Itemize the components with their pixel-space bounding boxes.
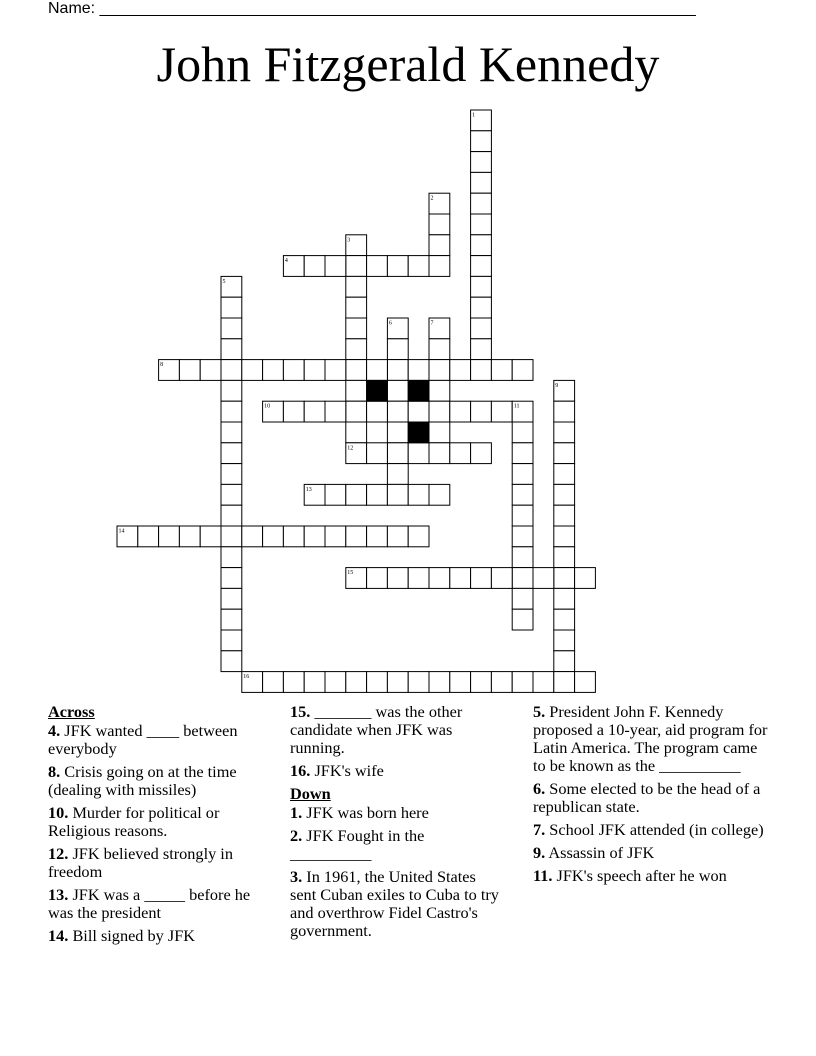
clue-number: 7.	[533, 820, 546, 839]
crossword-cell[interactable]	[263, 672, 284, 693]
clue-across-10	[48, 804, 270, 840]
crossword-cell[interactable]	[491, 672, 512, 693]
crossword-cell[interactable]	[491, 568, 512, 589]
crossword-cell[interactable]	[575, 568, 596, 589]
cell-number: 7	[430, 320, 434, 327]
crossword-cell[interactable]	[221, 588, 242, 609]
crossword-cell[interactable]	[554, 568, 575, 589]
crossword-cell[interactable]	[221, 484, 242, 505]
clue-number: 6.	[533, 779, 546, 798]
crossword-cell[interactable]	[346, 422, 367, 443]
crossword-cell[interactable]	[408, 672, 429, 693]
crossword-cell[interactable]	[450, 672, 471, 693]
clue-text: JFK's speech after he won	[556, 866, 727, 885]
clue-text: Murder for political or Religious reasons.	[48, 803, 220, 840]
clue-across-12	[48, 845, 270, 881]
crossword-cell[interactable]	[367, 256, 388, 277]
crossword-cell[interactable]	[554, 422, 575, 443]
crossword-cell[interactable]	[221, 297, 242, 318]
crossword-cell[interactable]	[471, 276, 492, 297]
crossword-cell[interactable]	[429, 214, 450, 235]
crossword-cell[interactable]	[471, 193, 492, 214]
clue-text: JFK believed strongly in freedom	[48, 844, 233, 881]
crossword-cell[interactable]	[304, 526, 325, 547]
crossword-cell[interactable]	[367, 672, 388, 693]
crossword-cell[interactable]	[429, 484, 450, 505]
clue-number: 3.	[290, 867, 303, 886]
clue-down-7	[533, 821, 773, 839]
crossword-cell[interactable]	[367, 401, 388, 422]
crossword-cell[interactable]	[221, 380, 242, 401]
clue-number: 11.	[533, 866, 553, 885]
clue-text: JFK wanted ____ between everybody	[48, 721, 238, 758]
crossword-cell[interactable]	[450, 401, 471, 422]
clue-text: School JFK attended (in college)	[549, 820, 764, 839]
crossword-cell[interactable]	[346, 297, 367, 318]
crossword-cell[interactable]	[408, 526, 429, 547]
clue-text: JFK's wife	[314, 761, 384, 780]
clue-down-2	[290, 827, 500, 863]
crossword-cell[interactable]	[554, 630, 575, 651]
clue-number: 1.	[290, 803, 303, 822]
crossword-cell[interactable]	[512, 443, 533, 464]
crossword-cell[interactable]	[408, 401, 429, 422]
clue-number: 9.	[533, 843, 546, 862]
crossword-cell[interactable]	[471, 443, 492, 464]
crossword-cell[interactable]	[429, 339, 450, 360]
crossword-cell[interactable]	[554, 672, 575, 693]
clues-column-2	[290, 703, 500, 945]
crossword-cell[interactable]	[471, 172, 492, 193]
crossword-cell[interactable]	[283, 526, 304, 547]
crossword-cell[interactable]	[346, 360, 367, 381]
crossword-cell[interactable]	[512, 609, 533, 630]
crossword-cell[interactable]	[471, 235, 492, 256]
crossword-cell[interactable]	[387, 360, 408, 381]
crossword-cell[interactable]	[263, 526, 284, 547]
crossword-cell[interactable]	[221, 339, 242, 360]
clue-number: 8.	[48, 762, 61, 781]
crossword-cell[interactable]	[471, 297, 492, 318]
crossword-cell[interactable]	[346, 339, 367, 360]
crossword-cell[interactable]	[325, 401, 346, 422]
crossword-cell[interactable]	[387, 380, 408, 401]
crossword-cell[interactable]	[512, 484, 533, 505]
crossword-cell[interactable]	[387, 568, 408, 589]
black-square	[408, 422, 429, 443]
down-heading: Down	[290, 784, 331, 803]
clue-number: 2.	[290, 826, 303, 845]
crossword-cell[interactable]	[221, 401, 242, 422]
clue-down-1	[290, 804, 500, 822]
clue-text: JFK was born here	[306, 803, 429, 822]
crossword-cell[interactable]	[138, 526, 159, 547]
crossword-cell[interactable]	[387, 443, 408, 464]
crossword-cell[interactable]	[429, 568, 450, 589]
crossword-cell[interactable]	[387, 401, 408, 422]
crossword-cell[interactable]	[408, 360, 429, 381]
cell-number: 8	[160, 362, 164, 369]
crossword-cell[interactable]	[221, 526, 242, 547]
clue-across-14	[48, 927, 270, 945]
clue-text: JFK was a _____ before he was the president	[48, 885, 251, 922]
crossword-cell[interactable]	[491, 401, 512, 422]
cell-number: 16	[243, 674, 250, 681]
clue-number: 16.	[290, 761, 311, 780]
crossword-cell[interactable]	[554, 526, 575, 547]
clue-text: Crisis going on at the time (dealing with missiles)	[48, 762, 237, 799]
crossword-cell[interactable]	[575, 672, 596, 693]
clue-text: _______ was the other candidate when JFK was running.	[290, 702, 463, 757]
cell-number: 5	[222, 278, 226, 285]
crossword-cell[interactable]	[367, 443, 388, 464]
clues-column-3	[533, 703, 773, 890]
crossword-cell[interactable]	[221, 360, 242, 381]
crossword-cell[interactable]	[471, 256, 492, 277]
clue-down-9	[533, 844, 773, 862]
crossword-cell[interactable]	[471, 318, 492, 339]
crossword-cell[interactable]	[304, 360, 325, 381]
crossword-cell[interactable]	[367, 568, 388, 589]
crossword-cell[interactable]	[221, 568, 242, 589]
crossword-cell[interactable]	[242, 526, 263, 547]
clue-across-4	[48, 722, 270, 758]
clue-text: JFK Fought in the __________	[290, 826, 425, 863]
clue-number: 13.	[48, 885, 69, 904]
crossword-cell[interactable]	[554, 505, 575, 526]
crossword-cell[interactable]	[512, 526, 533, 547]
crossword-cell[interactable]	[387, 484, 408, 505]
crossword-cell[interactable]	[471, 339, 492, 360]
crossword-cell[interactable]	[346, 484, 367, 505]
crossword-cell[interactable]	[471, 568, 492, 589]
cell-number: 11	[513, 403, 520, 410]
crossword-cell[interactable]	[325, 360, 346, 381]
crossword-cell[interactable]	[221, 464, 242, 485]
crossword-cell[interactable]	[429, 401, 450, 422]
crossword-cell[interactable]	[387, 339, 408, 360]
crossword-cell[interactable]	[221, 630, 242, 651]
crossword-cell[interactable]	[387, 256, 408, 277]
clue-across-16	[290, 762, 500, 780]
crossword-cell[interactable]	[408, 443, 429, 464]
cell-number: 12	[347, 445, 354, 452]
crossword-cell[interactable]	[429, 235, 450, 256]
crossword-cell[interactable]	[346, 276, 367, 297]
crossword-cell[interactable]	[179, 360, 200, 381]
crossword-cell[interactable]	[221, 609, 242, 630]
crossword-cell[interactable]	[554, 443, 575, 464]
crossword-cell[interactable]	[429, 256, 450, 277]
crossword-cell[interactable]	[429, 672, 450, 693]
crossword-cell[interactable]	[346, 526, 367, 547]
crossword-cell[interactable]	[408, 256, 429, 277]
clue-text: President John F. Kennedy proposed a 10-year, aid program for Latin America. The program came to be known as the __________	[533, 702, 768, 775]
crossword-cell[interactable]	[450, 568, 471, 589]
crossword-cell[interactable]	[159, 526, 180, 547]
cell-number: 2	[430, 195, 434, 202]
clue-across-15	[290, 703, 500, 757]
crossword-cell[interactable]	[221, 318, 242, 339]
cell-number: 6	[388, 320, 392, 327]
crossword-cell[interactable]	[304, 401, 325, 422]
crossword-cell[interactable]	[554, 609, 575, 630]
crossword-cell[interactable]	[512, 568, 533, 589]
clue-text: Some elected to be the head of a republican state.	[533, 779, 761, 816]
clue-text: In 1961, the United States sent Cuban exiles to Cuba to try and overthrow Fidel Castro's government.	[290, 867, 499, 940]
crossword-cell[interactable]	[387, 672, 408, 693]
clue-across-13	[48, 886, 270, 922]
cell-number: 10	[264, 403, 271, 410]
crossword-cell[interactable]	[283, 401, 304, 422]
clue-down-3	[290, 868, 500, 940]
crossword-cell[interactable]	[471, 401, 492, 422]
cell-number: 3	[347, 237, 351, 244]
crossword-cell[interactable]	[367, 526, 388, 547]
clue-down-11	[533, 867, 773, 885]
clue-number: 14.	[48, 926, 69, 945]
crossword-cell[interactable]	[179, 526, 200, 547]
crossword-cell[interactable]	[346, 380, 367, 401]
clue-number: 10.	[48, 803, 69, 822]
crossword-cell[interactable]	[512, 588, 533, 609]
crossword-cell[interactable]	[346, 401, 367, 422]
clues-column-1	[48, 703, 270, 950]
cell-number: 9	[555, 382, 559, 389]
clue-across-8	[48, 763, 270, 799]
clue-down-5	[533, 703, 773, 775]
crossword-cell[interactable]	[221, 443, 242, 464]
across-heading: Across	[48, 702, 95, 721]
crossword-cell[interactable]	[512, 672, 533, 693]
crossword-cell[interactable]	[533, 568, 554, 589]
crossword-cell[interactable]	[325, 672, 346, 693]
crossword-cell[interactable]	[512, 422, 533, 443]
crossword-cell[interactable]	[512, 505, 533, 526]
clue-number: 15.	[290, 702, 311, 721]
crossword-cell[interactable]	[429, 443, 450, 464]
crossword-cell[interactable]	[346, 256, 367, 277]
cell-number: 15	[347, 570, 354, 577]
crossword-cell[interactable]	[242, 360, 263, 381]
crossword-cell[interactable]	[554, 588, 575, 609]
page-title: John Fitzgerald Kennedy	[156, 36, 660, 92]
crossword-cell[interactable]	[263, 360, 284, 381]
crossword-cell[interactable]	[491, 360, 512, 381]
crossword-cell[interactable]	[304, 672, 325, 693]
crossword-cell[interactable]	[387, 422, 408, 443]
cell-number: 13	[305, 486, 312, 493]
crossword-cell[interactable]	[304, 256, 325, 277]
crossword-cell[interactable]	[471, 131, 492, 152]
crossword-cell[interactable]	[471, 672, 492, 693]
clue-text: Assassin of JFK	[548, 843, 655, 862]
crossword-cell[interactable]	[512, 464, 533, 485]
crossword-cell[interactable]	[429, 360, 450, 381]
crossword-cell[interactable]	[554, 651, 575, 672]
cell-number: 4	[284, 258, 288, 265]
crossword-cell[interactable]	[325, 526, 346, 547]
clue-down-6	[533, 780, 773, 816]
crossword-cell[interactable]	[387, 526, 408, 547]
crossword-cell[interactable]	[471, 360, 492, 381]
crossword-cell[interactable]	[408, 484, 429, 505]
crossword-cell[interactable]	[325, 484, 346, 505]
crossword-cell[interactable]	[554, 401, 575, 422]
crossword-cell[interactable]	[200, 526, 221, 547]
crossword-cell[interactable]	[221, 422, 242, 443]
crossword-cell[interactable]	[387, 464, 408, 485]
black-square	[367, 380, 388, 401]
crossword-cell[interactable]	[367, 360, 388, 381]
crossword-cell[interactable]	[554, 484, 575, 505]
cell-number: 14	[118, 528, 125, 535]
crossword-cell[interactable]	[533, 672, 554, 693]
crossword-cell[interactable]	[554, 547, 575, 568]
crossword-cell[interactable]	[471, 152, 492, 173]
crossword-cell[interactable]	[450, 360, 471, 381]
crossword-cell[interactable]	[221, 547, 242, 568]
crossword-cell[interactable]	[450, 443, 471, 464]
cell-number: 1	[472, 112, 476, 119]
clue-number: 5.	[533, 702, 546, 721]
crossword-cell[interactable]	[283, 672, 304, 693]
crossword-cell[interactable]	[346, 318, 367, 339]
crossword-cell[interactable]	[200, 360, 221, 381]
clue-number: 4.	[48, 721, 61, 740]
clue-number: 12.	[48, 844, 69, 863]
crossword-cell[interactable]	[367, 484, 388, 505]
crossword-cell[interactable]	[512, 360, 533, 381]
name-field-label: Name: ___________________________________________________________________	[48, 0, 696, 17]
black-square	[408, 380, 429, 401]
crossword-cell[interactable]	[429, 380, 450, 401]
clue-text: Bill signed by JFK	[72, 926, 196, 945]
crossword-cell[interactable]	[429, 422, 450, 443]
crossword-cell[interactable]	[471, 214, 492, 235]
crossword-cell[interactable]	[346, 672, 367, 693]
crossword-cell[interactable]	[408, 568, 429, 589]
crossword-cell[interactable]	[554, 464, 575, 485]
crossword-cell[interactable]	[221, 505, 242, 526]
crossword-cell[interactable]	[512, 547, 533, 568]
crossword-cell[interactable]	[221, 651, 242, 672]
crossword-cell[interactable]	[325, 256, 346, 277]
crossword-cell[interactable]	[283, 360, 304, 381]
